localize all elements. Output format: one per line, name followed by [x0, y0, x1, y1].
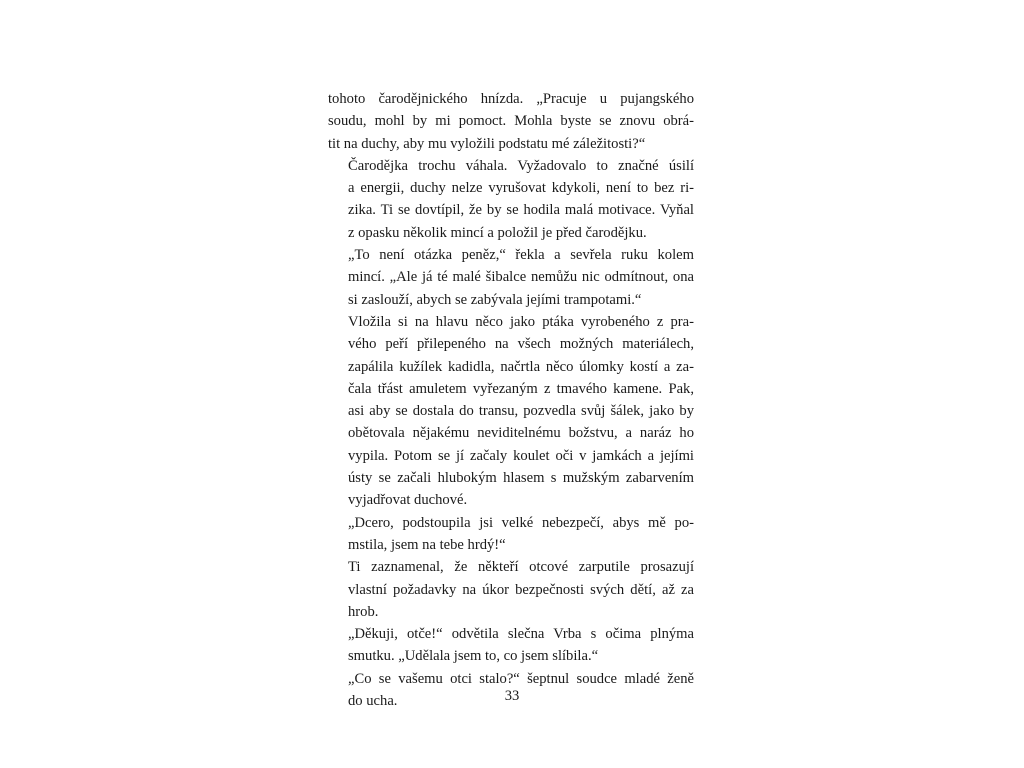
text-line: obětovala nějakému neviditelnému božstvu, a naráz ho: [348, 425, 694, 442]
text-line: si zaslouží, abych se zabývala jejími trampotami.“: [348, 291, 642, 308]
text-line: „Děkuji, otče!“ odvětila slečna Vrba s očima plnýma: [348, 626, 694, 643]
text-line: Ti zaznamenal, že někteří otcové zarputile prosazují: [348, 559, 694, 576]
text-line: smutku. „Udělala jsem to, co jsem slíbila.“: [348, 648, 599, 665]
text-line: vlastní požadavky na úkor bezpečnosti svých dětí, až za: [348, 581, 694, 598]
text-line: „Co se vašemu otci stalo?“ šeptnul soudce mladé ženě: [348, 670, 694, 687]
text-line: mstila, jsem na tebe hrdý!“: [348, 536, 506, 553]
text-line: hrob.: [348, 603, 379, 620]
text-line: čala třást amuletem vyřezaným z tmavého kamene. Pak,: [348, 380, 694, 397]
paragraph: [328, 155, 694, 244]
paragraph: [328, 311, 694, 512]
text-line: do ucha.: [348, 693, 398, 710]
body-text: [328, 88, 694, 712]
paragraph: [328, 88, 694, 155]
text-line: Čarodějka trochu váhala. Vyžadovalo to značné úsilí: [348, 157, 694, 174]
text-line: zika. Ti se dovtípil, že by se hodila malá motivace. Vyňal: [348, 202, 694, 219]
text-line: vyjadřovat duchové.: [348, 492, 468, 509]
text-line: a energii, duchy nelze vyrušovat kdykoli, není to bez ri-: [348, 180, 694, 197]
text-line: „To není otázka peněz,“ řekla a sevřela ruku kolem: [348, 247, 694, 264]
text-line: asi aby se dostala do transu, pozvedla svůj šálek, jako by: [348, 403, 694, 420]
paragraph: [328, 512, 694, 557]
text-line: soudu, mohl by mi pomoct. Mohla byste se znovu obrá-: [328, 113, 694, 130]
text-line: z opasku několik mincí a položil je před čarodějku.: [348, 224, 647, 241]
text-line: tohoto čarodějnického hnízda. „Pracuje u pujangského: [328, 91, 694, 107]
paragraph: [328, 244, 694, 311]
text-line: zapálila kužílek kadidla, načrtla něco úlomky kostí a za-: [348, 358, 694, 375]
text-line: ústy se začali hlubokým hlasem s mužským zabarvením: [348, 470, 694, 487]
text-line: „Dcero, podstoupila jsi velké nebezpečí, abys mě po-: [348, 514, 694, 531]
text-line: vypila. Potom se jí začaly koulet oči v jamkách a jejími: [348, 447, 694, 464]
page-number: 33: [504, 688, 520, 704]
paragraph: [328, 556, 694, 623]
paragraph: [328, 623, 694, 668]
text-line: vého peří přilepeného na všech možných materiálech,: [348, 336, 694, 353]
text-line: Vložila si na hlavu něco jako ptáka vyrobeného z pra-: [348, 313, 694, 330]
text-line: mincí. „Ale já té malé šibalce nemůžu nic odmítnout, ona: [348, 269, 694, 286]
text-line: tit na duchy, aby mu vyložili podstatu mé záležitosti?“: [328, 135, 646, 152]
